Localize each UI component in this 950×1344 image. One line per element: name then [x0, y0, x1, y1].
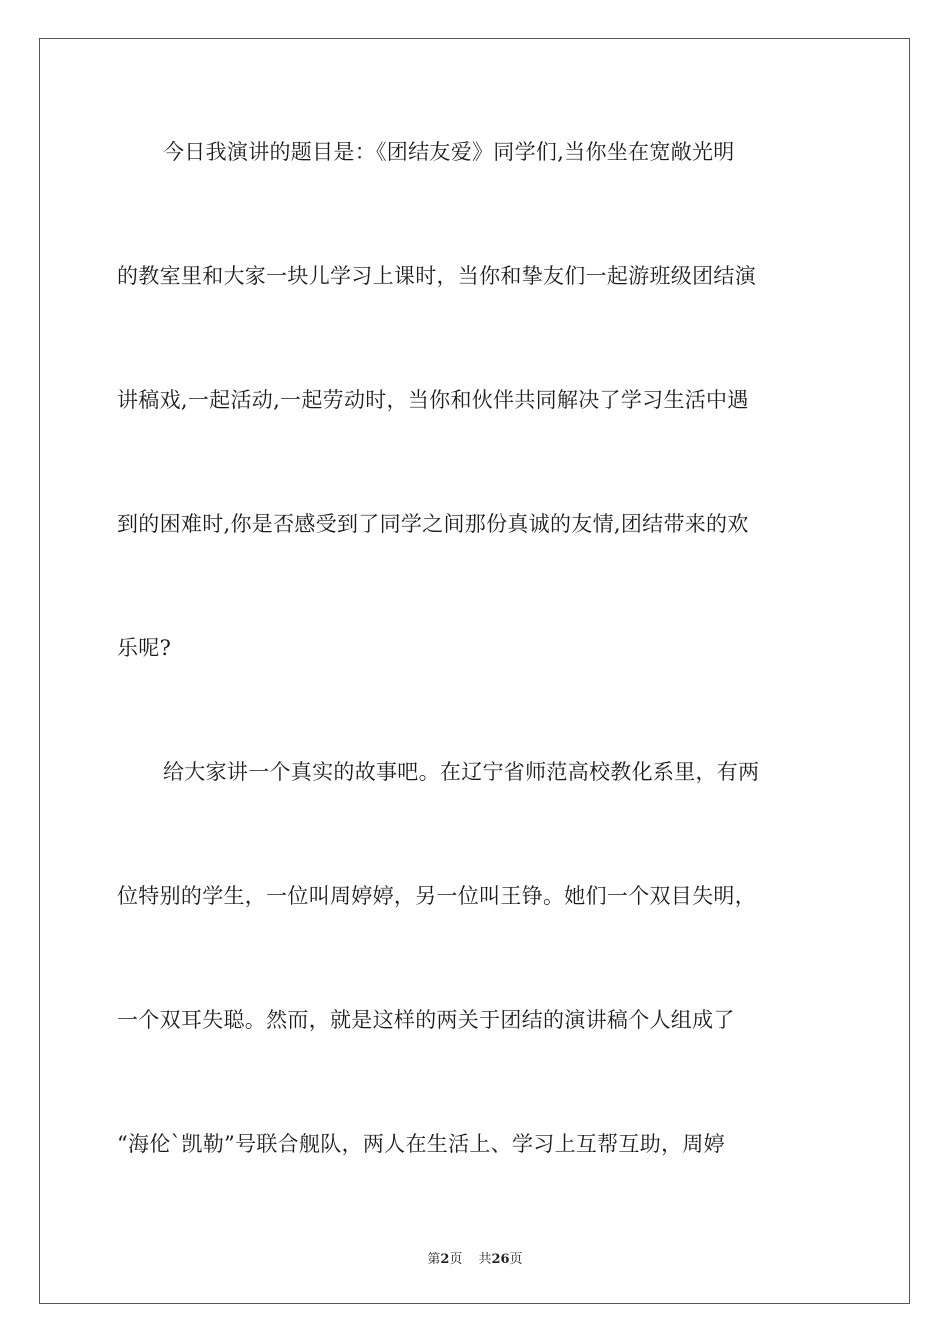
paragraph-2-line-4: “海伦`凯勒”号联合舰队，两人在生活上、学习上互帮互助，周婷 [117, 1132, 725, 1156]
paragraph-2-line-1: 给大家讲一个真实的故事吧。在辽宁省师范高校教化系里，有两 [163, 760, 760, 784]
page-suffix: 页 [449, 1252, 463, 1267]
page-prefix: 第 [427, 1252, 441, 1267]
total-suffix: 页 [509, 1252, 523, 1267]
paragraph-1-line-1: 今日我演讲的题目是：《团结友爱》同学们,当你坐在宽敞光明 [163, 140, 735, 164]
total-prefix: 共 [478, 1252, 492, 1267]
paragraph-2-line-3: 一个双耳失聪。然而，就是这样的两关于团结的演讲稿个人组成了 [117, 1008, 735, 1032]
page-border [39, 38, 910, 1304]
paragraph-2-line-2: 位特别的学生，一位叫周婷婷，另一位叫王铮。她们一个双目失明， [117, 884, 756, 908]
paragraph-1-line-2: 的教室里和大家一块儿学习上课时，当你和挚友们一起游班级团结演 [117, 264, 756, 288]
paragraph-1-line-4: 到的困难时,你是否感受到了同学之间那份真诚的友情,团结带来的欢 [117, 512, 749, 536]
paragraph-1-line-3: 讲稿戏,一起活动,一起劳动时，当你和伙伴共同解决了学习生活中遇 [117, 388, 749, 412]
page-footer [0, 1248, 950, 1267]
page-number: 2 [440, 1252, 450, 1267]
paragraph-1-line-5: 乐呢? [117, 636, 172, 660]
total-pages: 26 [491, 1252, 510, 1267]
